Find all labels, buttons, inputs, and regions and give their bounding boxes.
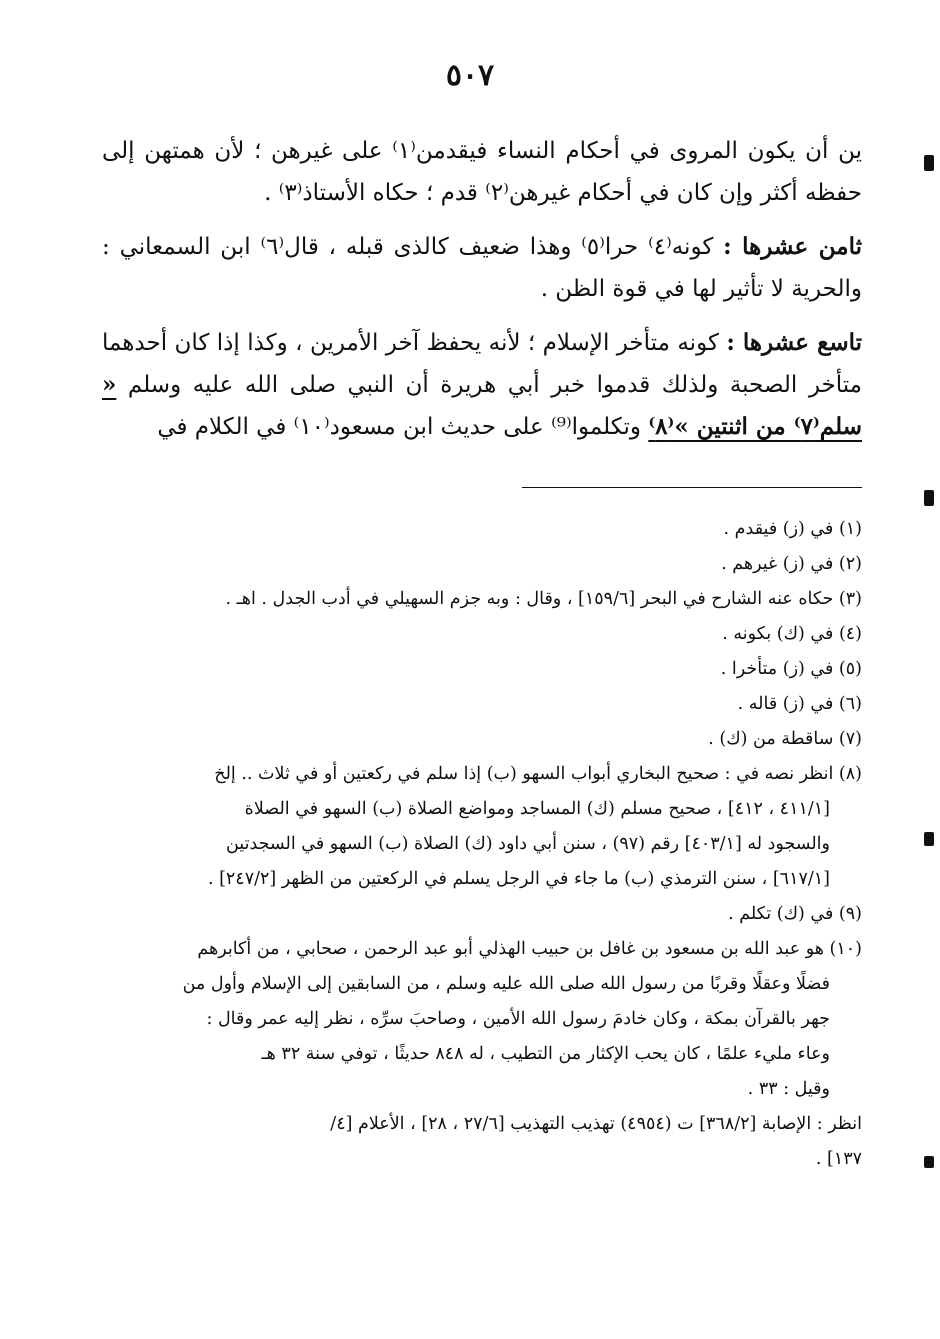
footnote-7: (٧) ساقطة من (ك) . [708, 729, 862, 749]
paragraph-text: كونه متأخر الإسلام ؛ لأنه يحفظ آخر الأمرين ، وكذا إذا كان أحدهما متأخر الصحبة ولذلك قدموا خبر أبي هريرة أن النبي صلى الله عليه وسلم [102, 330, 862, 398]
main-paragraph [102, 322, 862, 448]
footnote-10-line: وعاء مليء علمًا ، كان يحب الإكثار من التطيب ، له ٨٤٨ حديثًا ، توفي سنة ٣٢ هـ [261, 1044, 830, 1064]
paragraph-text: ين أن يكون المروى في أحكام النساء فيقدمن⁽١⁾ على غيرهن ؛ لأن همتهن إلى حفظه أكثر وإن كان في أحكام غيرهن⁽٢⁾ قدم ؛ حكاه الأستاذ⁽٣⁾ . [102, 138, 863, 206]
footnote-references: انظر : الإصابة [٣٦٨/٢] ت (٤٩٥٤) تهذيب التهذيب [٢٧/٦ ، ٢٨] ، الأعلام [٤/ [330, 1114, 862, 1134]
footnote-10-line: جهر بالقرآن بمكة ، وكان خادمَ رسول الله الأمين ، وصاحبَ سرِّه ، نظر إليه عمر وقال : [206, 1009, 830, 1029]
footnote-9: (٩) في (ك) تكلم . [728, 904, 862, 924]
footnote-8: (٨) انظر نصه في : صحيح البخاري أبواب السهو (ب) إذا سلم في ركعتين أو في ثلاث .. إلخ [214, 764, 862, 784]
footnote-5: (٥) في (ز) متأخرا . [720, 659, 862, 679]
footnote-4: (٤) في (ك) بكونه . [722, 624, 862, 644]
main-paragraph [102, 226, 862, 310]
paragraph-heading: تاسع عشرها : [726, 329, 863, 356]
main-text [102, 130, 862, 448]
paragraph-text: كونه⁽٤⁾ حرا⁽٥⁾ وهذا ضعيف كالذى قبله ، قال⁽٦⁾ ابن السمعاني : والحرية لا تأثير لها في قوة الظن . [102, 234, 862, 302]
footnote-8-line: [٤١١/١ ، ٤١٢] ، صحيح مسلم (ك) المساجد ومواضع الصلاة (ب) السهو في الصلاة [244, 799, 830, 819]
footnote-2: (٢) في (ز) غيرهم . [721, 554, 862, 574]
footnote-references-line: ١٣٧] . [815, 1149, 862, 1169]
footnotes [102, 512, 862, 1177]
scan-edge-mark [924, 490, 934, 506]
paragraph-heading: ثامن عشرها : [723, 233, 863, 260]
footnote-8-line: والسجود له [٤٠٣/١] رقم (٩٧) ، سنن أبي داود (ك) الصلاة (ب) السهو في السجدتين [225, 834, 830, 854]
footnote-8-line: [٦١٧/١] ، سنن الترمذي (ب) ما جاء في الرجل يسلم في الركعتين من الظهر [٢٤٧/٢] . [207, 869, 830, 889]
footnote-1: (١) في (ز) فيقدم . [723, 519, 862, 539]
footnote-10: (١٠) هو عبد الله بن مسعود بن غافل بن حبيب الهذلي أبو عبد الرحمن ، صحابي ، من أكابرهم [197, 939, 862, 959]
paragraph-text: وتكلموا⁽⁹⁾ على حديث ابن مسعود⁽١٠⁾ في الكلام في [157, 414, 641, 440]
scan-edge-mark [924, 155, 934, 171]
footnote-separator [522, 487, 862, 488]
main-paragraph [102, 130, 862, 214]
page-number: ٥٠٧ [445, 58, 495, 93]
footnote-10-line: وقيل : ٣٣ . [747, 1079, 830, 1099]
footnote-6: (٦) في (ز) قاله . [737, 694, 862, 714]
footnote-10-line: فضلًا وعقلًا وقربًا من رسول الله صلى الله عليه وسلم ، من السابقين إلى الإسلام وأول من [182, 974, 830, 994]
scan-edge-mark [924, 1156, 934, 1168]
scan-edge-mark [924, 832, 934, 846]
hadith-quote: « سلم⁽٧⁾ من اثنتين »⁽٨⁾ [102, 371, 862, 440]
footnote-3: (٣) حكاه عنه الشارح في البحر [١٥٩/٦] ، وقال : وبه جزم السهيلي في أدب الجدل . اهـ . [225, 589, 862, 609]
